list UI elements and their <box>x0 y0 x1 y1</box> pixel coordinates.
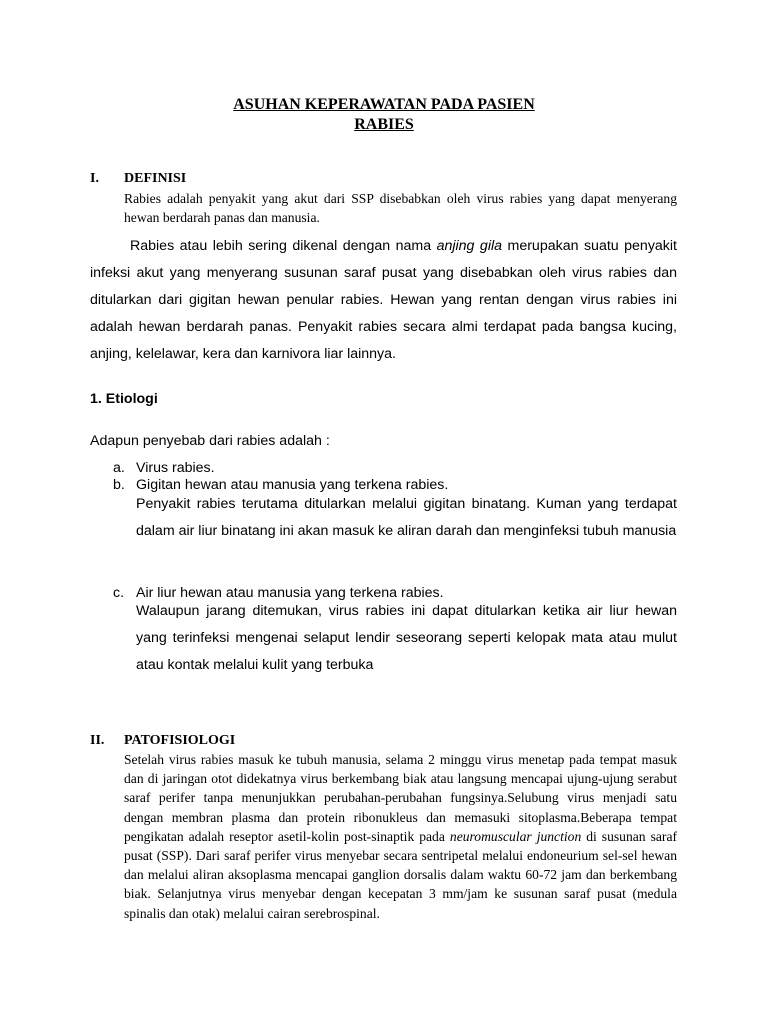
list-item-detail: Walaupun jarang ditemukan, virus rabies ini dapat ditularkan ketika air liur hewan yang terinfeksi mengenai selaput lendir seseorang seperti kelopak mata atau mulut atau kontak melalui kulit yang terbuka <box>136 603 677 673</box>
definition-paragraph <box>90 233 677 368</box>
section-number: II. <box>90 733 105 748</box>
list-marker: a. <box>113 460 125 476</box>
emphasis-text: anjing gila <box>436 238 503 254</box>
emphasis-text: neuromuscular junction <box>449 828 582 844</box>
list-item-detail: Penyakit rabies terutama ditularkan melalui gigitan binatang. Kuman yang terdapat dalam air liur binatang ini akan masuk ke aliran darah dan menginfeksi tubuh manusia <box>136 496 677 539</box>
section-number: I. <box>90 171 99 186</box>
paragraph-text: di susunan saraf pusat (SSP). Dari saraf perifer virus menyebar secara sentripetal melalui endoneurium sel-sel hewan dan melalui aliran aksoplasma mencapai ganglion dorsalis dalam waktu 60-72 jam dan berkembang biak. Selanjutnya virus menyebar dengan kecepatan 3 mm/jam ke susunan saraf pusat (medula spinalis dan otak) melalui cairan serebrospinal. <box>124 828 678 921</box>
list-item: Gigitan hewan atau manusia yang terkena rabies. <box>136 477 449 493</box>
list-marker: b. <box>113 477 125 493</box>
section-heading: DEFINISI <box>124 171 187 186</box>
paragraph-text: merupakan suatu penyakit infeksi akut yang menyerang susunan saraf pusat yang disebabkan oleh virus rabies dan ditularkan dari gigitan hewan penular rabies. Hewan yang rentan dengan virus rabies ini adalah hewan berdarah panas. Penyakit rabies secara almi terdapat pada bangsa kucing, anjing, kelelawar, kera dan karnivora liar lainnya. <box>90 238 677 362</box>
paragraph-text: Rabies atau lebih sering dikenal dengan nama <box>130 238 437 254</box>
section-heading: PATOFISIOLOGI <box>124 733 236 748</box>
etiologi-intro: Adapun penyebab dari rabies adalah : <box>90 433 330 449</box>
definition-text: Rabies adalah penyakit yang akut dari SSP disebabkan oleh virus rabies yang dapat menyerang hewan berdarah panas dan manusia. <box>124 191 677 225</box>
document-title-line2: RABIES <box>354 116 414 133</box>
list-marker: c. <box>113 585 125 601</box>
paragraph-text: Setelah virus rabies masuk ke tubuh manusia, selama 2 minggu virus menetap pada tempat masuk dan di jaringan otot didekatnya virus berkembang biak atau langsung mencapai ujung-ujung serabut saraf perifer tanpa menunjukkan perubahan-perubahan fungsinya.Selubung virus menjadi satu dengan membran plasma dan protein ribonukleus dan memasuki sitoplasma.Beberapa tempat pengikatan adalah reseptor asetil-kolin post-sinaptik pada <box>124 752 677 844</box>
document-title-line1: ASUHAN KEPERAWATAN PADA PASIEN <box>233 96 535 113</box>
subsection-heading: 1. Etiologi <box>90 391 158 407</box>
list-item: Virus rabies. <box>136 460 215 476</box>
list-item: Air liur hewan atau manusia yang terkena rabies. <box>136 585 444 601</box>
patofisiologi-text <box>124 750 677 923</box>
